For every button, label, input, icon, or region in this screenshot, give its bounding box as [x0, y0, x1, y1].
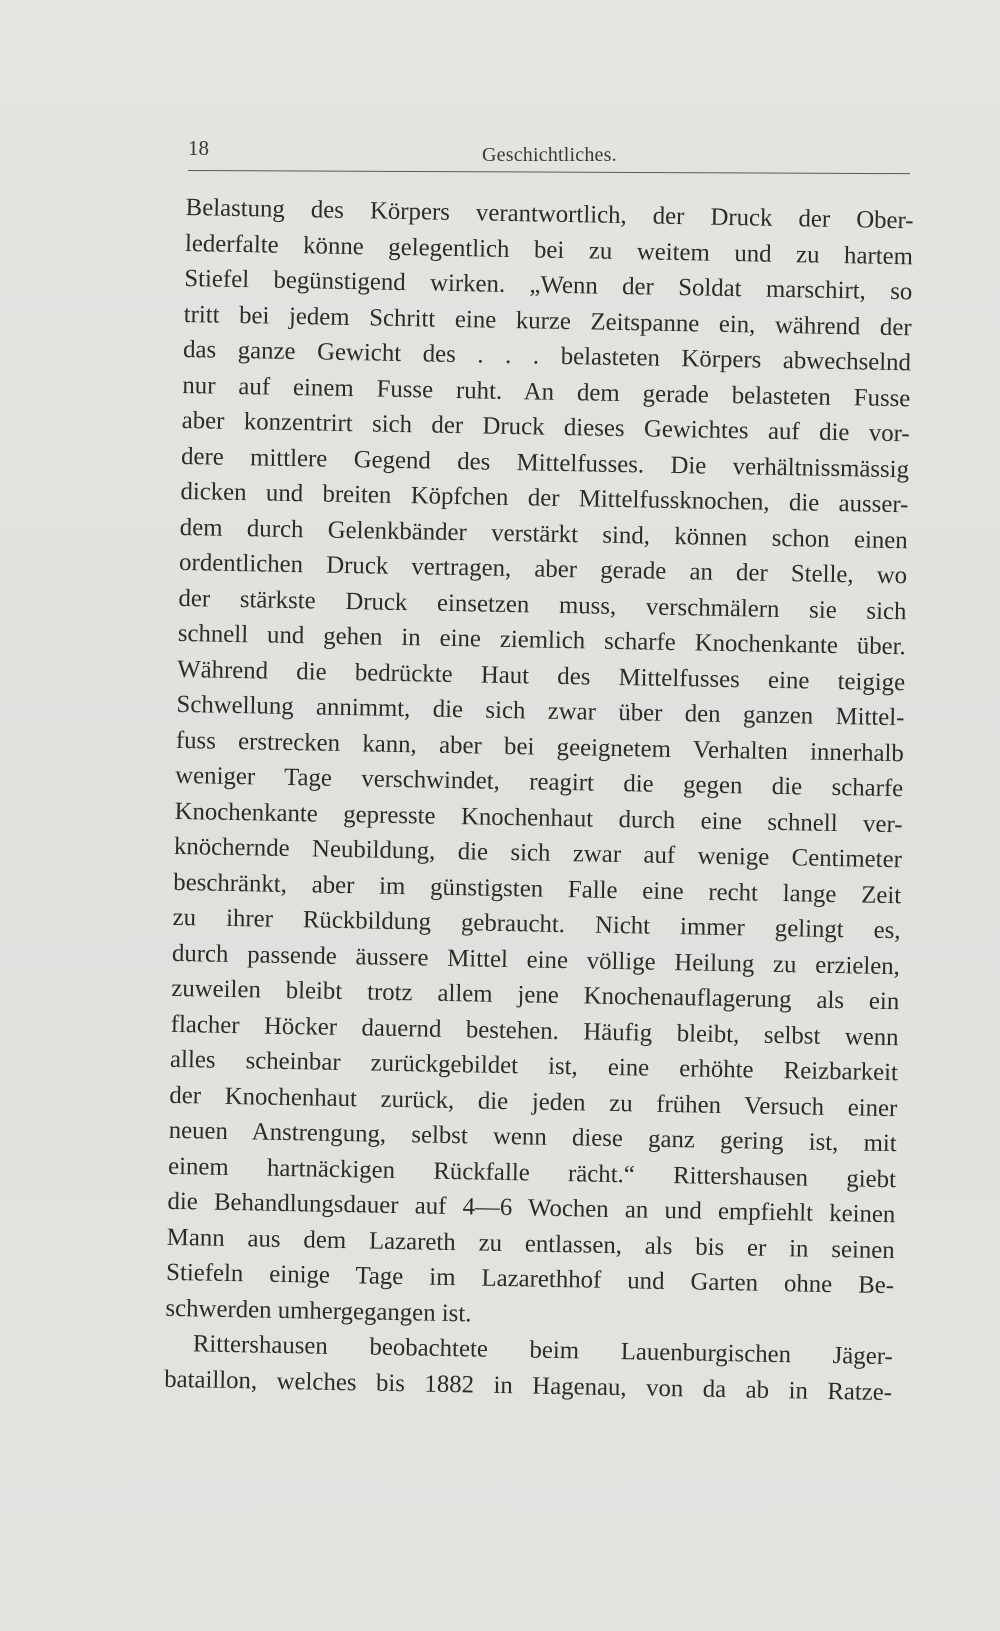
text-line: lederfalte könne gelegentlich bei zu weitem und zu hartem — [184, 229, 914, 270]
text-line: alles scheinbar zurückgebildet ist, eine erhöhte Reizbarkeit — [169, 1045, 899, 1087]
text-line: Knochenkante gepresste Knochenhaut durch eine schnell ver- — [174, 797, 903, 838]
text-line: Belastung des Körpers verantwortlich, der Druck der Ober- — [185, 193, 914, 235]
text-line: dicken und breiten Köpfchen der Mittelfussknochen, die ausser- — [180, 477, 909, 519]
text-line: einem hartnäckigen Rückfalle rächt.“ Rittershausen giebt — [167, 1152, 897, 1193]
text-line: Schwellung annimmt, die sich zwar über den ganzen Mittel- — [176, 690, 905, 732]
text-line: Rittershausen beobachtete beim Lauenburgischen Jäger- — [192, 1330, 893, 1371]
text-line: zuweilen bleibt trotz allem jene Knochenauflagerung als ein — [171, 974, 900, 1016]
text-line: flacher Höcker dauernd bestehen. Häufig bleibt, selbst wenn — [170, 1010, 899, 1051]
text-line: schnell und gehen in eine ziemlich scharfe Knochenkante über. — [177, 619, 906, 661]
running-head: Geschichtliches. — [482, 144, 617, 166]
text-line: Stiefeln einige Tage im Lazarethhof und Garten ohne Be- — [165, 1258, 895, 1300]
text-line: bataillon, welches bis 1882 in Hagenau, von da ab in Ratze- — [163, 1365, 893, 1406]
text-line: nur auf einem Fusse ruht. An dem gerade belasteten Fusse — [182, 371, 911, 412]
text-line: fuss erstrecken kann, aber bei geeignetem Verhalten innerhalb — [175, 726, 905, 767]
text-line: zu ihrer Rückbildung gebraucht. Nicht immer gelingt es, — [172, 903, 901, 945]
page-number: 18 — [188, 136, 209, 160]
text-line: tritt bei jedem Schritt eine kurze Zeitspanne ein, während der — [183, 300, 912, 341]
text-line: neuen Anstrengung, selbst wenn diese ganz gering ist, mit — [168, 1116, 897, 1158]
text-line: der Knochenhaut zurück, die jeden zu frühen Versuch einer — [169, 1081, 898, 1122]
text-line: Mann aus dem Lazareth zu entlassen, als bis er in seinen — [166, 1223, 895, 1264]
text-line: das ganze Gewicht des . . . belasteten Körpers abwechselnd — [182, 335, 912, 377]
text-line: schwerden umhergegangen ist. — [165, 1294, 472, 1327]
body-text — [164, 190, 914, 1410]
text-line: aber konzentrirt sich der Druck dieses Gewichtes auf die vor- — [181, 406, 910, 448]
page-header — [188, 136, 910, 176]
text-line: der stärkste Druck einsetzen muss, verschmälern sie sich — [178, 584, 907, 625]
text-line: dem durch Gelenkbänder verstärkt sind, können schon einen — [179, 513, 908, 554]
text-line: die Behandlungsdauer auf 4—6 Wochen an und empfiehlt keinen — [167, 1187, 896, 1229]
text-line: durch passende äussere Mittel eine völlige Heilung zu erzielen, — [171, 939, 901, 980]
text-line: weniger Tage verschwindet, reagirt die gegen die scharfe — [175, 761, 904, 803]
text-line: ordentlichen Druck vertragen, aber gerade an der Stelle, wo — [178, 548, 908, 590]
text-line: beschränkt, aber im günstigsten Falle eine recht lange Zeit — [173, 868, 902, 909]
text-line: dere mittlere Gegend des Mittelfusses. Die verhältnissmässig — [180, 442, 910, 483]
header-rule — [188, 170, 910, 174]
text-line: knöchernde Neubildung, die sich zwar auf wenige Centimeter — [173, 832, 903, 874]
text-line: Stiefel begünstigend wirken. „Wenn der Soldat marschirt, so — [184, 264, 913, 306]
text-line: Während die bedrückte Haut des Mittelfusses eine teigige — [176, 655, 906, 696]
